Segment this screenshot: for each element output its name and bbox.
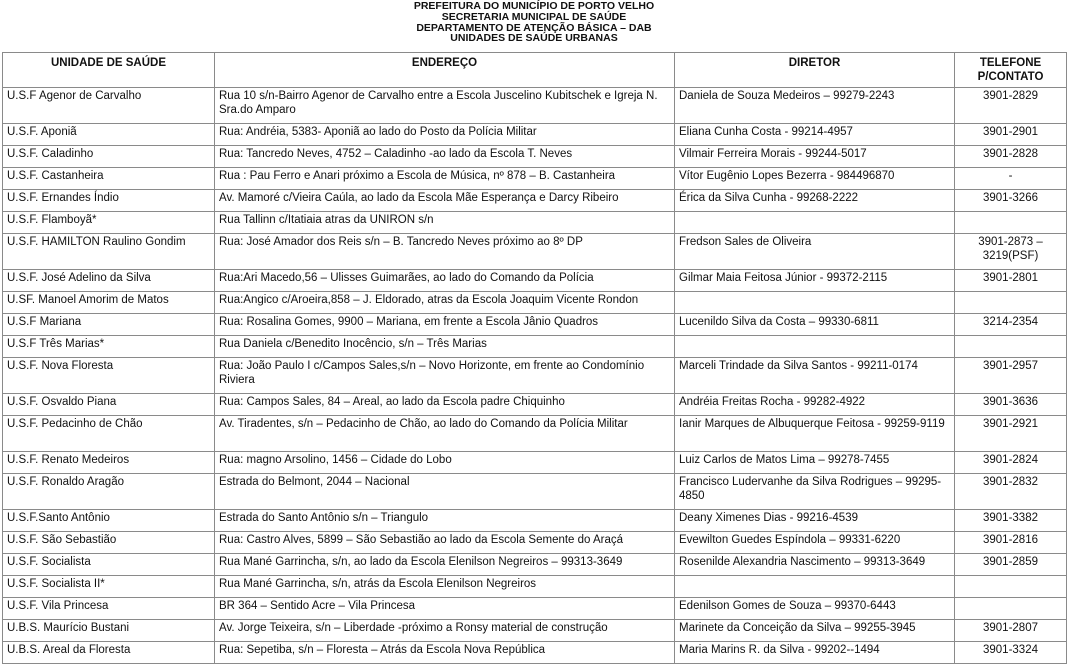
cell-director: Vítor Eugênio Lopes Bezerra - 984496870 [675, 168, 955, 190]
table-header-row [3, 53, 1067, 88]
cell-unit: U.B.S. Maurício Bustani [3, 620, 215, 642]
table-body [3, 88, 1067, 664]
cell-address: Av. Mamoré c/Vieira Caúla, ao lado da Escola Mãe Esperança e Darcy Ribeiro [215, 190, 675, 212]
cell-phone: 3901-2828 [955, 146, 1067, 168]
cell-unit: U.S.F. Ernandes Índio [3, 190, 215, 212]
cell-address: Rua Daniela c/Benedito Inocêncio, s/n – Três Marias [215, 336, 675, 358]
table-row [3, 452, 1067, 474]
cell-address: BR 364 – Sentido Acre – Vila Princesa [215, 598, 675, 620]
cell-address: Rua Mané Garrincha, s/n, atrás da Escola Elenilson Negreiros [215, 576, 675, 598]
column-header-unit: UNIDADE DE SAÚDE [3, 53, 215, 88]
table-row [3, 554, 1067, 576]
cell-address: Rua Tallinn c/Itatiaia atras da UNIRON s/n [215, 212, 675, 234]
table-row [3, 234, 1067, 270]
cell-director: Eliana Cunha Costa - 99214-4957 [675, 124, 955, 146]
cell-director [675, 336, 955, 358]
cell-address: Estrada do Santo Antônio s/n – Triangulo [215, 510, 675, 532]
cell-director: Vilmair Ferreira Morais - 99244-5017 [675, 146, 955, 168]
table-row [3, 642, 1067, 664]
cell-phone: 3214-2354 [955, 314, 1067, 336]
cell-unit: U.S.F. Ronaldo Aragão [3, 474, 215, 510]
cell-address: Rua Mané Garrincha, s/n, ao lado da Escola Elenilson Negreiros – 99313-3649 [215, 554, 675, 576]
table-row [3, 88, 1067, 124]
table-row [3, 190, 1067, 212]
cell-director: Marinete da Conceição da Silva – 99255-3945 [675, 620, 955, 642]
table-row [3, 474, 1067, 510]
cell-address: Rua: José Amador dos Reis s/n – B. Tancredo Neves próximo ao 8º DP [215, 234, 675, 270]
cell-address: Av. Tiradentes, s/n – Pedacinho de Chão, ao lado do Comando da Polícia Militar [215, 416, 675, 452]
cell-director: Ianir Marques de Albuquerque Feitosa - 99259-9119 [675, 416, 955, 452]
table-row [3, 336, 1067, 358]
cell-director: Fredson Sales de Oliveira [675, 234, 955, 270]
cell-unit: U.S.F. Renato Medeiros [3, 452, 215, 474]
cell-director: Andréia Freitas Rocha - 99282-4922 [675, 394, 955, 416]
cell-director: Marceli Trindade da Silva Santos - 99211-0174 [675, 358, 955, 394]
cell-director: Daniela de Souza Medeiros – 99279-2243 [675, 88, 955, 124]
cell-phone: 3901-2801 [955, 270, 1067, 292]
cell-director: Evewilton Guedes Espíndola – 99331-6220 [675, 532, 955, 554]
header-line-title: UNIDADES DE SAÚDE URBANAS [450, 32, 618, 45]
cell-address: Av. Jorge Teixeira, s/n – Liberdade -próximo a Ronsy material de construção [215, 620, 675, 642]
cell-director [675, 212, 955, 234]
cell-phone [955, 292, 1067, 314]
cell-address: Rua: Castro Alves, 5899 – São Sebastião ao lado da Escola Semente do Araçá [215, 532, 675, 554]
cell-unit: U.B.S. Areal da Floresta [3, 642, 215, 664]
cell-unit: U.S.F.Santo Antônio [3, 510, 215, 532]
table-row [3, 212, 1067, 234]
header-line-secretariat: SECRETARIA MUNICIPAL DE SAÚDE [441, 10, 627, 23]
cell-address: Rua: Campos Sales, 84 – Areal, ao lado da Escola padre Chiquinho [215, 394, 675, 416]
health-units-table [2, 52, 1067, 664]
cell-address: Rua: Andréia, 5383- Aponiã ao lado do Posto da Polícia Militar [215, 124, 675, 146]
cell-director: Maria Marins R. da Silva - 99202--1494 [675, 642, 955, 664]
table-row [3, 314, 1067, 336]
cell-unit: U.S.F. Socialista [3, 554, 215, 576]
cell-phone: 3901-2816 [955, 532, 1067, 554]
cell-address: Estrada do Belmont, 2044 – Nacional [215, 474, 675, 510]
cell-address: Rua: Tancredo Neves, 4752 – Caladinho -ao lado da Escola T. Neves [215, 146, 675, 168]
cell-unit: U.S.F Três Marias* [3, 336, 215, 358]
cell-address: Rua:Ari Macedo,56 – Ulisses Guimarães, ao lado do Comando da Polícia [215, 270, 675, 292]
cell-unit: U.S.F. Castanheira [3, 168, 215, 190]
table-row [3, 620, 1067, 642]
document-header [0, 0, 1068, 52]
cell-address: Rua 10 s/n-Bairro Agenor de Carvalho entre a Escola Juscelino Kubitschek e Igreja N. Sra.do Amparo [215, 88, 675, 124]
cell-phone: 3901-3324 [955, 642, 1067, 664]
cell-unit: U.S.F. Pedacinho de Chão [3, 416, 215, 452]
cell-director: Francisco Ludervanhe da Silva Rodrigues – 99295-4850 [675, 474, 955, 510]
cell-unit: U.S.F. Nova Floresta [3, 358, 215, 394]
header-line-department: DEPARTAMENTO DE ATENÇÃO BÁSICA – DAB [416, 21, 652, 34]
header-line-municipality: PREFEITURA DO MUNICÍPIO DE PORTO VELHO [413, 0, 655, 12]
cell-phone [955, 212, 1067, 234]
cell-phone: 3901-2873 – 3219(PSF) [955, 234, 1067, 270]
cell-address: Rua: João Paulo I c/Campos Sales,s/n – Novo Horizonte, em frente ao Condomínio Riviera [215, 358, 675, 394]
cell-phone: 3901-2824 [955, 452, 1067, 474]
cell-phone: 3901-2807 [955, 620, 1067, 642]
cell-address: Rua:Angico c/Aroeira,858 – J. Eldorado, atras da Escola Joaquim Vicente Rondon [215, 292, 675, 314]
cell-unit: U.S.F. Osvaldo Piana [3, 394, 215, 416]
cell-director: Érica da Silva Cunha - 99268-2222 [675, 190, 955, 212]
cell-phone: 3901-2901 [955, 124, 1067, 146]
cell-phone: - [955, 168, 1067, 190]
table-row [3, 124, 1067, 146]
cell-phone: 3901-2957 [955, 358, 1067, 394]
column-header-phone-line2: P/CONTATO [977, 71, 1044, 83]
cell-director: Rosenilde Alexandria Nascimento – 99313-3649 [675, 554, 955, 576]
cell-address: Rua : Pau Ferro e Anari próximo a Escola de Música, nº 878 – B. Castanheira [215, 168, 675, 190]
cell-phone: 3901-3266 [955, 190, 1067, 212]
cell-phone: 3901-3382 [955, 510, 1067, 532]
cell-unit: U.S.F. Aponiã [3, 124, 215, 146]
table-row [3, 416, 1067, 452]
cell-director: Lucenildo Silva da Costa – 99330-6811 [675, 314, 955, 336]
table-row [3, 292, 1067, 314]
cell-address: Rua: magno Arsolino, 1456 – Cidade do Lobo [215, 452, 675, 474]
cell-unit: U.S.F. São Sebastião [3, 532, 215, 554]
cell-director: Gilmar Maia Feitosa Júnior - 99372-2115 [675, 270, 955, 292]
column-header-address: ENDEREÇO [215, 53, 675, 88]
cell-director [675, 292, 955, 314]
cell-unit: U.SF. Manoel Amorim de Matos [3, 292, 215, 314]
cell-phone: 3901-2829 [955, 88, 1067, 124]
cell-director: Deany Ximenes Dias - 99216-4539 [675, 510, 955, 532]
cell-unit: U.S.F. Socialista II* [3, 576, 215, 598]
cell-unit: U.S.F. HAMILTON Raulino Gondim [3, 234, 215, 270]
table-row [3, 394, 1067, 416]
cell-phone: 3901-2921 [955, 416, 1067, 452]
cell-director: Luiz Carlos de Matos Lima – 99278-7455 [675, 452, 955, 474]
cell-phone: 3901-2859 [955, 554, 1067, 576]
cell-phone [955, 336, 1067, 358]
cell-unit: U.S.F Agenor de Carvalho [3, 88, 215, 124]
table-row [3, 510, 1067, 532]
cell-phone: 3901-2832 [955, 474, 1067, 510]
cell-phone [955, 598, 1067, 620]
table-row [3, 532, 1067, 554]
table-row [3, 598, 1067, 620]
cell-unit: U.S.F. Caladinho [3, 146, 215, 168]
table-row [3, 168, 1067, 190]
cell-unit: U.S.F. Vila Princesa [3, 598, 215, 620]
cell-director [675, 576, 955, 598]
cell-phone: 3901-3636 [955, 394, 1067, 416]
table-row [3, 146, 1067, 168]
cell-phone [955, 576, 1067, 598]
cell-unit: U.S.F. José Adelino da Silva [3, 270, 215, 292]
cell-unit: U.S.F. Flamboyã* [3, 212, 215, 234]
cell-address: Rua: Sepetiba, s/n – Floresta – Atrás da Escola Nova República [215, 642, 675, 664]
table-row [3, 270, 1067, 292]
column-header-phone-line1: TELEFONE [979, 57, 1042, 69]
column-header-director: DIRETOR [675, 53, 955, 88]
table-row [3, 358, 1067, 394]
cell-unit: U.S.F Mariana [3, 314, 215, 336]
cell-address: Rua: Rosalina Gomes, 9900 – Mariana, em frente a Escola Jânio Quadros [215, 314, 675, 336]
cell-director: Edenilson Gomes de Souza – 99370-6443 [675, 598, 955, 620]
table-row [3, 576, 1067, 598]
column-header-phone [955, 53, 1067, 88]
